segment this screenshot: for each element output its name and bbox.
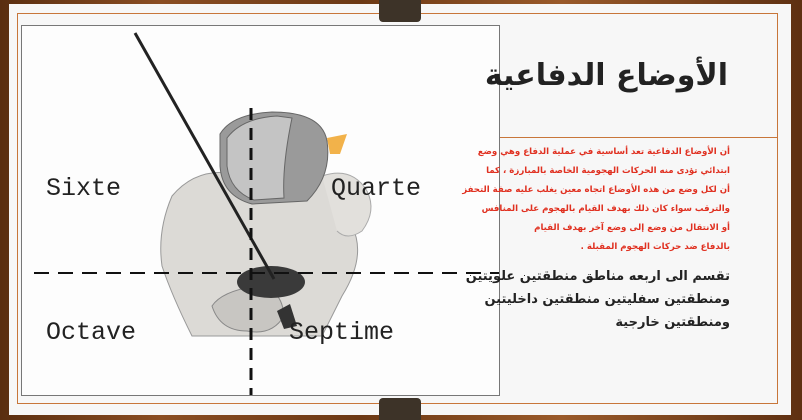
red-line: أن الأوضاع الدفاعية تعد أساسية في عملية الدفاع وهي وضع (477, 147, 730, 157)
binder-clip-bottom (379, 398, 421, 420)
black-line: تقسم الى اربعه مناطق منطقتين علويتين (465, 269, 730, 284)
red-line: أو الانتقال من وضع إلى وضع آخر بهدف القيام (534, 223, 730, 233)
label-octave: Octave (46, 318, 137, 347)
black-line: ومنطقتين خارجية (615, 315, 730, 330)
binder-clip-top (379, 0, 421, 22)
slide-title: الأوضاع الدفاعية (484, 58, 728, 93)
black-paragraph (420, 265, 730, 334)
red-line: بالدفاع ضد حركات الهجوم المقبلة . (580, 242, 730, 252)
red-line: ابتدائي تؤدى منه الحركات الهجومية الخاصة بالمبارزة ، كما (486, 166, 730, 176)
label-quarte: Quarte (331, 174, 422, 203)
black-line: ومنطقتين سفليتين منطقتين داخليتين (484, 292, 730, 307)
red-paragraph (440, 143, 730, 257)
label-septime: Septime (289, 318, 395, 347)
label-sixte: Sixte (46, 174, 122, 203)
red-line: أن لكل وضع من هذه الأوضاع اتجاه معين يغلب عليه صفة التحفز (462, 185, 730, 195)
red-line: والترقب سواء كان ذلك بهدف القيام بالهجوم على المنافس (481, 204, 730, 214)
fencing-diagram (21, 25, 500, 396)
title-divider (500, 137, 778, 138)
